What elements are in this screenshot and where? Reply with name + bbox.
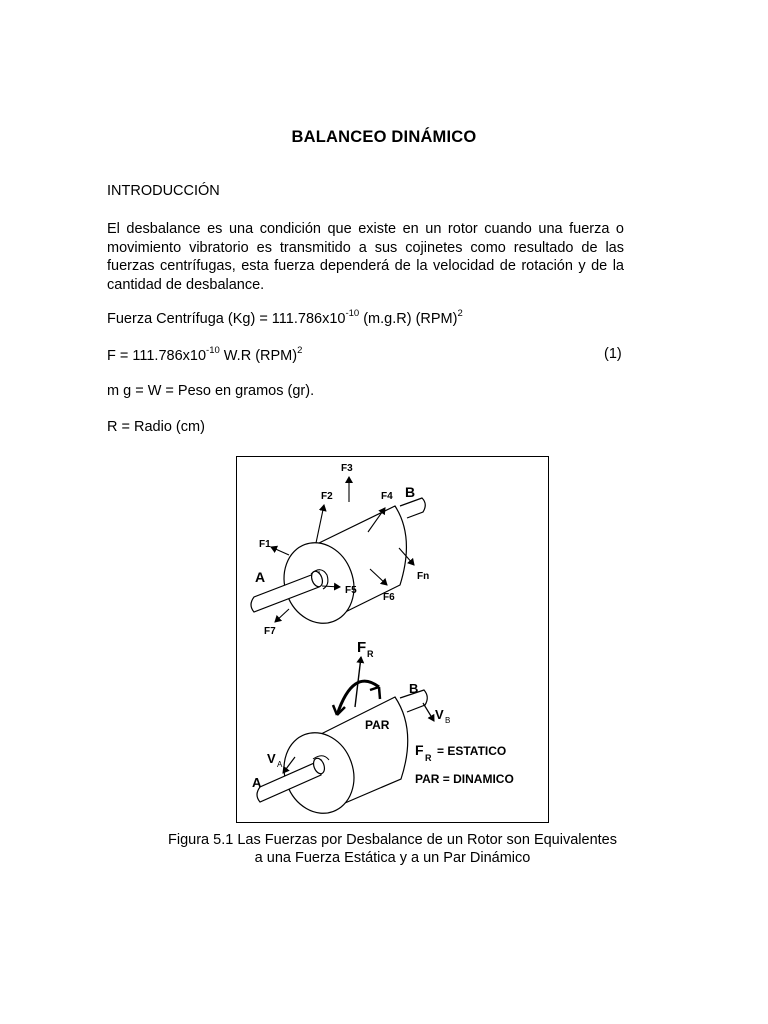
label-f3: F3: [341, 463, 353, 474]
label-vb-main: V: [435, 707, 444, 722]
formula1-middle: (m.g.R) (RPM): [359, 310, 458, 327]
section-heading: INTRODUCCIÓN: [107, 183, 220, 199]
force-equation: [107, 346, 302, 364]
formula2-prefix: F = 111.786x10: [107, 347, 207, 364]
weight-definition: m g = W = Peso en gramos (gr).: [107, 383, 315, 399]
vb-arrow: [423, 703, 434, 721]
legend-dinamico: PAR = DINAMICO: [415, 772, 514, 786]
label-b-top: B: [405, 484, 416, 500]
label-f2: F2: [321, 491, 333, 502]
label-f4: F4: [381, 491, 393, 502]
label-fr-main: F: [357, 639, 367, 656]
rotor-diagram: [237, 457, 550, 824]
rotor-figure: [236, 456, 549, 823]
formula1-exponent2: 2: [457, 308, 463, 319]
legend-estatico: = ESTATICO: [437, 744, 507, 758]
label-f1: F1: [259, 539, 271, 550]
par-right-head: [370, 687, 380, 699]
f2-arrow: [316, 505, 324, 543]
top-rotor: [251, 498, 425, 633]
label-f7: F7: [264, 626, 276, 637]
caption-line-2: a una Fuerza Estática y a un Par Dinámico: [254, 850, 531, 866]
label-f6: F6: [383, 592, 395, 603]
formula1-prefix: Fuerza Centrífuga (Kg) = 111.786x10: [107, 310, 346, 327]
page-title: BALANCEO DINÁMICO: [291, 128, 477, 146]
label-fn: Fn: [417, 571, 430, 582]
label-f5: F5: [345, 585, 357, 596]
label-a-bottom: A: [252, 775, 262, 790]
label-fr-sub: R: [367, 649, 374, 659]
legend-fr-main: F: [415, 742, 424, 758]
label-va-sub: A: [277, 760, 283, 769]
top-shaft-b: [400, 498, 425, 518]
f7-arrow: [275, 609, 289, 622]
radius-definition: R = Radio (cm): [107, 419, 205, 435]
formula2-middle: W.R (RPM): [219, 347, 298, 364]
label-par: PAR: [365, 718, 390, 732]
intro-paragraph: El desbalance es una condición que existe en un rotor cuando una fuerza o movimiento vibratorio es transmitido a sus cojinetes como resultado de las fuerzas centrífugas, esta fuerza dependerá de la velocidad de rotación y de la cantidad de desbalance.: [107, 221, 624, 293]
equation-number: (1): [604, 346, 622, 362]
formula1-exponent: -10: [345, 308, 360, 319]
centrifugal-force-formula: [107, 309, 463, 327]
figure-caption: [0, 831, 768, 867]
label-va-main: V: [267, 751, 276, 766]
label-a-top: A: [255, 569, 266, 585]
label-vb-sub: B: [445, 716, 451, 725]
legend-fr-sub: R: [425, 753, 432, 763]
caption-line-1: Figura 5.1 Las Fuerzas por Desbalance de un Rotor son Equivalentes: [168, 832, 617, 848]
formula2-exponent2: 2: [297, 345, 303, 356]
formula2-exponent: -10: [206, 345, 220, 356]
label-b-bottom: B: [409, 681, 419, 696]
f1-arrow: [271, 547, 289, 555]
